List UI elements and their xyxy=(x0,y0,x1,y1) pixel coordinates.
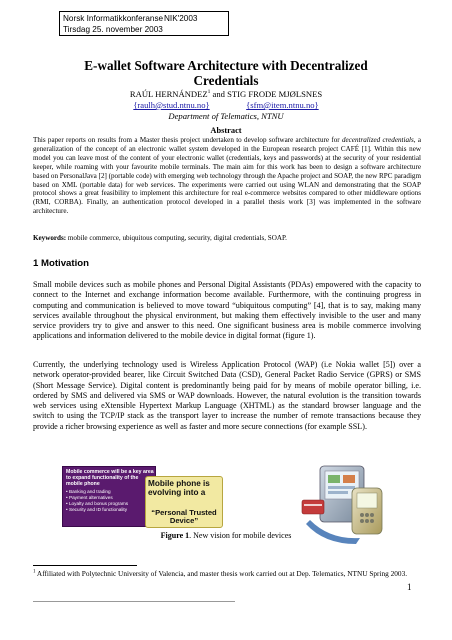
credit-card-shape xyxy=(302,500,324,514)
author-1: RAÚL HERNÁNDEZ xyxy=(129,89,208,99)
author-2: and STIG FRODE MJØLSNES xyxy=(210,89,323,99)
figure-trusted-device-text: “Personal Trusted Device” xyxy=(151,508,217,526)
email-link-2[interactable]: {sfm@item.ntnu.no} xyxy=(246,100,319,110)
pda-screen-bar xyxy=(328,486,355,489)
bottom-divider xyxy=(33,601,235,602)
footnote-mark: 1 xyxy=(33,569,36,575)
figure-list-item: • Loyalty and bonus programs xyxy=(66,501,129,507)
page-number: 1 xyxy=(407,582,412,592)
keywords-list: mobile commerce, ubiquitous computing, security, digital credentials, SOAP. xyxy=(66,234,287,242)
author-emails xyxy=(40,100,412,110)
author-footnote-mark: 1 xyxy=(207,89,211,96)
figure-caption-label: Figure 1 xyxy=(160,531,190,540)
phone-key-shape xyxy=(370,519,374,523)
abstract-body xyxy=(33,136,421,216)
figure-commerce-title: Mobile commerce will be a key area to expand functionality of the mobile phone xyxy=(66,469,154,488)
footnote-text: Affiliated with Polytechnic University of Valencia, and master thesis work carried out at Dep. Telematics, NTNU Spring 2003. xyxy=(35,569,408,578)
figure-commerce-list xyxy=(66,489,154,513)
phone-screen-shape xyxy=(357,493,377,508)
footnote xyxy=(33,569,421,578)
keywords xyxy=(33,234,421,243)
department: Department of Telematics, NTNU xyxy=(168,111,284,121)
phone-key-shape xyxy=(360,519,364,523)
pda-screen-icon xyxy=(328,475,340,483)
title-line-2: Credentials xyxy=(193,73,259,88)
figure-trusted-device-panel xyxy=(145,476,223,528)
figure-caption xyxy=(40,531,412,540)
conference-header-box xyxy=(59,11,229,36)
phone-key-shape xyxy=(365,519,369,523)
pda-screen-bar xyxy=(328,491,348,494)
figure-commerce-panel xyxy=(62,466,156,527)
abstract-heading: Abstract xyxy=(210,126,242,135)
keywords-label: Keywords: xyxy=(33,234,67,242)
section-heading-motivation: 1 Motivation xyxy=(33,258,89,269)
paragraph-1: Small mobile devices such as mobile phones and Personal Digital Assistants (PDAs) empowered with the capacity to connect to the Internet and exchange information become available. Furthermore, with the continuing progress in computing and communication is believed to move toward “ubiquitous computing” [4], that is to say, making many services available throughout the physical environment, but making them effectively invisible to the user and many service providers try to give and answer to this need. One significant business area is mobile commerce involving applications and information delivered to the mobile device in digital format (figure 1). xyxy=(33,280,421,341)
pda-screen-icon xyxy=(343,475,355,483)
figure-list-item: • Security and ID functionality xyxy=(66,507,128,513)
abstract-text-a: This paper reports on results from a Master thesis project undertaken to develop software architecture for xyxy=(33,136,342,144)
phone-key-shape xyxy=(370,513,374,517)
phone-key-shape xyxy=(360,513,364,517)
conference-name: Norsk Informatikkonferanse xyxy=(63,14,164,23)
figure-list-item: • Banking and trading xyxy=(66,489,111,494)
abstract-emphasis: decentralized credentials xyxy=(341,136,414,144)
abstract-text-b: , a generalization of the concept of an electronic wallet system developed in the European research project CAFÉ [1]. Within this new model you can leave most of the content of your electronic wallet (credentials, keys and passwords) at the security of your residential keeper, while roaming with your favourite mobile terminals. The main aim for this work has been to design a software architecture based on PersonalJava [2] (portable code) with emerging web technology through the Apache project and SOAP, the new RPC paradigm based on XML (portable data) for web services. The experiments were carried out using WLAN and demonstrating that the SOAP protocol shows a great feasibility to implement this architecture for real e-commerce websites compared to other middleware options (RMI, CORBA). Finally, an authentication protocol developed in a parallel thesis work [3] was implemented in the software architecture. xyxy=(33,136,421,216)
figure-caption-text: . New vision for mobile devices xyxy=(189,531,292,540)
footnote-divider xyxy=(33,565,137,566)
paragraph-2: Currently, the underlying technology used is Wireless Application Protocol (WAP) (i.e Nokia wallet [5]) over a network operator-provided bearer, like Circuit Switched Data (CSD), General Packet Radio Service (GPRS) or SMS (Short Message Service). Digital content is predominantly being paid for by means of mobile operator billing, i.e. ordered by SMS and delivered via SMS or WAP downloads. However, the natural evolution is the transition towards web services using eXtensible Hypertext Markup Language (XHTML) as the standard browser language and the switch to using the TCP/IP stack as the transport layer to increase the number of remote transactions because they provide a richer browsing experience as well as faster and more secure connections (for example SSL). xyxy=(33,360,421,431)
title-line-1: E-wallet Software Architecture with Decentralized xyxy=(84,58,368,73)
credit-card-stripe xyxy=(304,504,322,506)
paper-title xyxy=(40,58,412,88)
email-link-1[interactable]: {raulh@stud.ntnu.no} xyxy=(133,100,210,110)
phone-key-shape xyxy=(365,513,369,517)
figure-evolving-text: Mobile phone is evolving into a xyxy=(148,479,210,497)
conference-date: Tirsdag 25. november 2003 xyxy=(63,25,163,34)
figure-list-item: • Payment alternatives xyxy=(66,495,113,501)
conference-code: NIK'2003 xyxy=(164,14,198,23)
authors xyxy=(40,89,412,99)
